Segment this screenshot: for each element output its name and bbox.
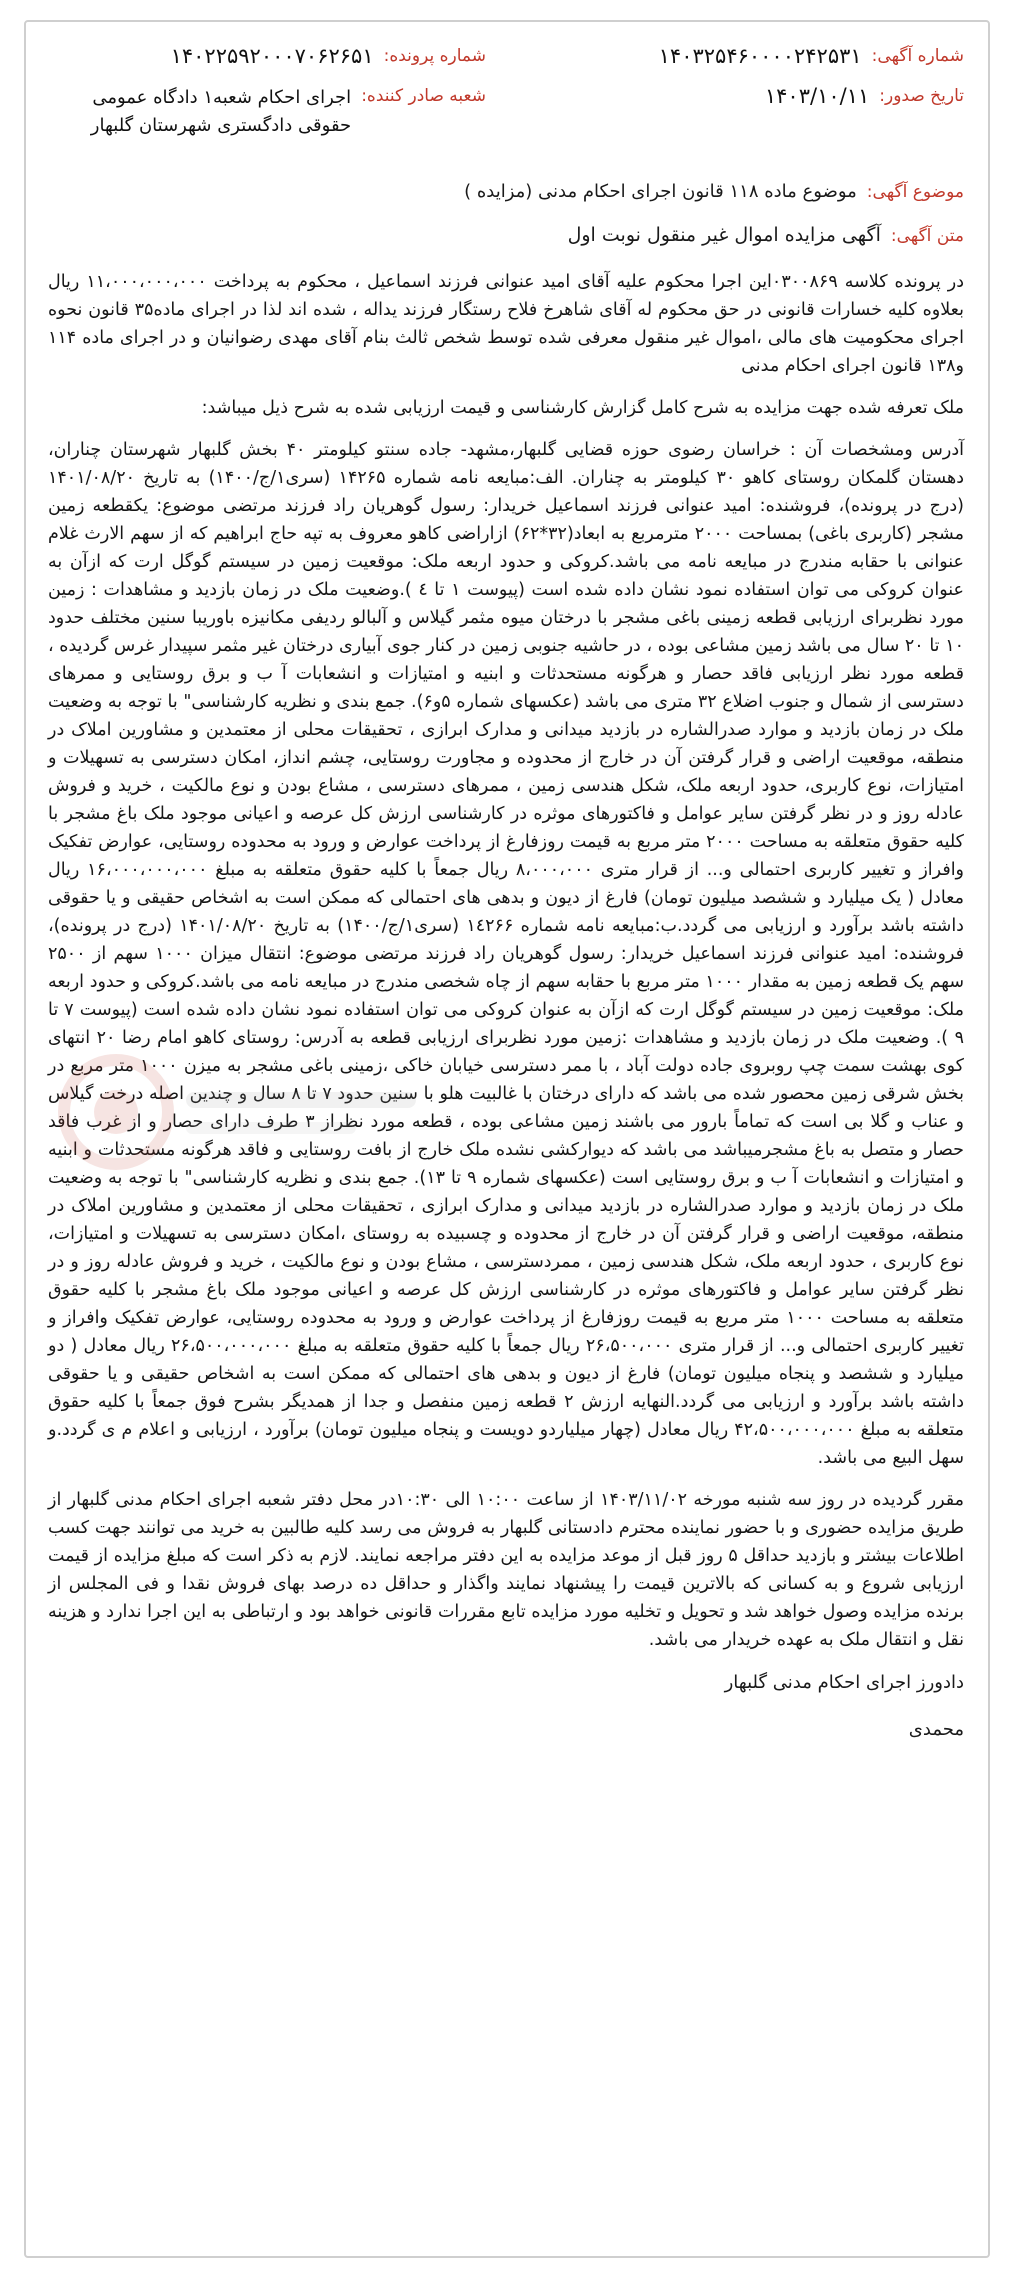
paragraph-auction-terms: مقرر گردیده در روز سه شنبه مورخه ۱۴۰۳/۱۱/۰۲ از ساعت ۱۰:۰۰ الی ۱۰:۳۰در محل دفتر شعبه اجرای احکام مدنی گلبهار از طریق مزایده حضوری و با حضور نماینده محترم دادستانی گلبهار به فروش می رسد کلیه طالبین به خرید می توانند جهت کسب اطلاعات بیشتر و بازدید حداقل ۵ روز قبل از موعد مزایده به این دفتر مراجعه نمایند. لازم به ذکر است که مبلغ مزایده از قیمت ارزیابی شروع و به کسانی که بالاترین قیمت را پیشنهاد نمایند واگذار و حداقل ده درصد بهای فروش نقدا و فی المجلس از برنده مزایده وصول خواهد شد و تحویل و تخلیه مورد مزایده تابع مقررات قانونی خواهد بود و ارتباطی به این اجرا ندارد و هزینه نقل و انتقال ملک به عهده خریدار می باشد. xyxy=(48,1489,965,1650)
issue-date: ۱۴۰۳/۱۰/۱۱ xyxy=(764,84,870,108)
subject-row xyxy=(48,180,964,202)
ad-number-label: شماره آگهی: xyxy=(871,46,964,66)
signature-name: محمدی xyxy=(908,1718,964,1740)
case-number: ۱۴۰۲۲۵۹۲۰۰۰۷۰۶۲۶۵۱ xyxy=(170,44,374,68)
case-number-label: شماره پرونده: xyxy=(383,46,486,66)
subject: موضوع ماده ۱۱۸ قانون اجرای احکام مدنی (مزایده ) xyxy=(464,180,857,202)
text-title-row xyxy=(48,224,964,246)
issuer-row xyxy=(48,84,486,140)
paragraph-property-intro: ملک تعرفه شده جهت مزایده به شرح کامل گزارش کارشناسی و قیمت ارزیابی شده به شرح ذیل میباشد: xyxy=(201,397,964,418)
ad-header xyxy=(48,44,964,140)
paragraph-property-details: آدرس ومشخصات آن : خراسان رضوی حوزه قضایی گلبهار،مشهد- جاده سنتو کیلومتر ۴۰ بخش گلبهار شهرستان چناران، دهستان گلمکان روستای کاهو ۳۰ کیلومتر به چناران. الف:مبایعه نامه شماره ۱۴۲۶۵ (سری۱/ج/۱۴۰۰) به تاریخ ۱۴۰۱/۰۸/۲۰ (درج در پرونده)، فروشنده: امید عنوانی فرزند اسماعیل خریدار: رسول گوهریان راد فرزند مرتضی موضوع: یکقطعه زمین مشجر (کاربری باغی) بمساحت ۲۰۰۰ مترمربع به ابعاد(۳۲*۶۲) ازاراضی کاهو معروف به تپه حاج ابراهیم که از سهم الارث غلام عنوانی با حقابه مندرج در مبایعه نامه می باشد.کروکی و حدود اربعه ملک: موقعیت زمین در سیستم گوگل ارت که ازآن به عنوان کروکی می توان استفاده نمود نشان داده شده است (پیوست ۱ تا ٤ ).وضعیت ملک در زمان بازدید و مشاهدات : زمین مورد نظربرای ارزیابی قطعه زمینی باغی مشجر با درختان میوه مثمر گیلاس و آلبالو ردیفی مکانیزه باوریبا سنین مختلف حدود ۱۰ تا ۲۰ سال می باشد زمین مشاعی بوده ، در حاشیه جنوبی زمین در کنار جوی آبیاری درختان غیر مثمر سپیدار غرس گردیده ، قطعه مورد نظر ارزیابی فاقد حصار و هرگونه مستحدثات و ابنیه و امتیازات و انشعابات آ ب و برق روستایی و ممرهای دسترسی از شمال و جنوب اضلاع ۳۲ متری می باشد (عکسهای شماره ۵و۶). جمع بندی و نظریه کارشناسی" با توجه به وضعیت ملک در زمان بازدید و موارد صدرالشاره در بازدید میدانی و مدارک ابرازی ، تحقیقات محلی از معتمدین و مشاورین املاک در منطقه، موقعیت اراضی و قرار گرفتن آن در خارج از محدوده و مجاورت روستایی، چشم انداز، امکان دسترسی به تسهیلات و امتیازات، نوع کاربری، حدود اربعه ملک، شکل هندسی زمین ، ممرهای دسترسی ، مشاع بودن و نوع مالکیت ، خرید و فروش عادله روز و در نظر گرفتن سایر عوامل و فاکتورهای موثره در کارشناسی ارزش کل عرصه و اعیانی موجود ملک باغ مشجر با کلیه حقوق متعلقه به مساحت ۲۰۰۰ متر مربع به قیمت روزفارغ از پرداخت عوارض و ورود به محدوده روستایی، عوارض تفکیک وافراز و تغییر کاربری احتمالی و... از قرار متری ۸،۰۰۰،۰۰۰ ریال جمعاً با کلیه حقوق متعلقه به مبلغ ۱۶،۰۰۰،۰۰۰،۰۰۰ ریال معادل ( یک میلیارد و ششصد میلیون تومان) فارغ از دیون و بدهی های احتمالی که ممکن است به اشخاص حقیقی و یا حقوقی داشته باشد برآورد و ارزیابی می گردد.ب:مبایعه نامه شماره ۱٤۲۶۶ (سری۱/ج/۱۴۰۰) به تاریخ ۱۴۰۱/۰۸/۲۰ (درج در پرونده)، فروشنده: امید عنوانی فرزند اسماعیل خریدار: رسول گوهریان راد فرزند مرتضی موضوع: انتقال میزان ۱۰۰۰ سهم از ۲۵۰۰ سهم یک قطعه زمین به مقدار ۱۰۰۰ متر مربع با حقابه سهم از چاه شخصی مندرج در مبایعه نامه می باشد.کروکی و حدود اربعه ملک: موقعیت زمین در سیستم گوگل ارت که ازآن به عنوان کروکی می توان استفاده نمود نشان داده شده است (پیوست ۷ تا ۹ ). وضعیت ملک در زمان بازدید و مشاهدات :زمین مورد نظربرای ارزیابی قطعه به آدرس: روستای کاهو امام رضا ۲۰ انتهای کوی بهشت سمت چپ روبروی جاده دولت آباد ، با ممر دسترسی خیابان خاکی ،زمینی باغی مشجر به میزن ۱۰۰۰ متر مربع در بخش شرقی زمین محصور شده می باشد که دارای درختان با غالبیت هلو با سنین حدود ۷ تا ۸ سال و چندین اصله درخت گیلاس و عناب و گلا بی است که تماماً بارور می باشند زمین مشاعی بوده ، قطعه مورد نظراز ۳ طرف دارای حصار و از غرب فاقد حصار و متصل به باغ مشجرمیباشد می باشد که دیوارکشی نشده ملک خارج از بافت روستایی و فاقد هرگونه مستحدثات و ابنیه و امتیازات و انشعابات آ ب و برق روستایی است (عکسهای شماره ۹ تا ۱۳). جمع بندی و نظریه کارشناسی" با توجه به وضعیت ملک در زمان بازدید و موارد صدرالشاره در بازدید میدانی و مدارک ابرازی ، تحقیقات محلی از معتمدین و مشاورین املاک در منطقه، موقعیت اراضی و قرار گرفتن آن در خارج از محدوده و چسبیده به روستای ،امکان دسترسی به تسهیلات و امتیازات، نوع کاربری ، حدود اربعه ملک، شکل هندسی زمین ، ممردسترسی ، مشاع بودن و نوع مالکیت ، خرید و فروش عادله روز و در نظر گرفتن سایر عوامل و فاکتورهای موثره در کارشناسی ارزش کل عرصه و اعیانی موجود ملک باغ مشجر با کلیه حقوق متعلقه به مساحت ۱۰۰۰ متر مربع به قیمت روزفارغ از پرداخت عوارض و ورود به محدوده روستایی، عوارض تفکیک وافراز و تغییر کاربری احتمالی و... از قرار متری ۲۶،۵۰۰،۰۰۰ ریال جمعاً با کلیه حقوق متعلقه به مبلغ ۲۶،۵۰۰،۰۰۰،۰۰۰ ریال معادل ( دو میلیارد و ششصد و پنجاه میلیون تومان) فارغ از دیون و بدهی های احتمالی که ممکن است به اشخاص حقیقی و یا حقوقی داشته باشد برآورد و ارزیابی می گردد.النهایه ارزش ۲ قطعه زمین منفصل و جدا از همدیگر بشرح فوق جمعاً با کلیه حقوق متعلقه به مبلغ ۴۲،۵۰۰،۰۰۰،۰۰۰ ریال معادل (چهار میلیاردو دویست و پنجاه میلیون تومان) برآورد ، ارزیابی و اعلام م ی گردد.و سهل البیع می باشد. xyxy=(48,439,965,1468)
ad-frame xyxy=(24,20,990,2258)
text-title: آگهی مزایده اموال غیر منقول نوبت اول xyxy=(567,223,881,246)
issue-date-label: تاریخ صدور: xyxy=(879,86,964,106)
issuer-label: شعبه صادر کننده: xyxy=(361,86,486,106)
ad-number: ۱۴۰۳۲۵۴۶۰۰۰۰۲۴۲۵۳۱ xyxy=(658,44,862,68)
case-number-row xyxy=(48,44,486,68)
subject-label: موضوع آگهی: xyxy=(866,181,964,202)
signature-block xyxy=(48,1672,964,1740)
paragraph-intro: در پرونده کلاسه ۰۳۰۰۸۶۹اين اجرا محکوم علیه آقای امید عنوانی فرزند اسماعیل ، محکوم به پرداخت ۱۱،۰۰۰،۰۰۰،۰۰۰ ریال بعلاوه کلیه خسارات قانونی در حق محکوم له آقای شاهرخ فلاح رستگار فرزند یداله ، شده اند لذا در اجرای ماده۳۵ قانون نحوه اجرای محکومیت های مالی ،اموال غیر منقول معرفی شده توسط شخص ثالث بنام آقای مهدی رضوانیان و در اجرای ماده ۱۱۴ و۱۳۸ قانون اجرای احکام مدنی xyxy=(48,271,964,376)
signature-title: دادورز اجرای احکام مدنی گلبهار xyxy=(724,1671,964,1693)
ad-body xyxy=(48,268,964,1654)
issue-date-row xyxy=(526,84,964,140)
text-label: متن آگهی: xyxy=(890,225,964,246)
ad-number-row xyxy=(526,44,964,68)
issuer: اجرای احکام شعبه۱ دادگاه عمومی حقوقی دادگستری شهرستان گلبهار xyxy=(90,87,352,136)
